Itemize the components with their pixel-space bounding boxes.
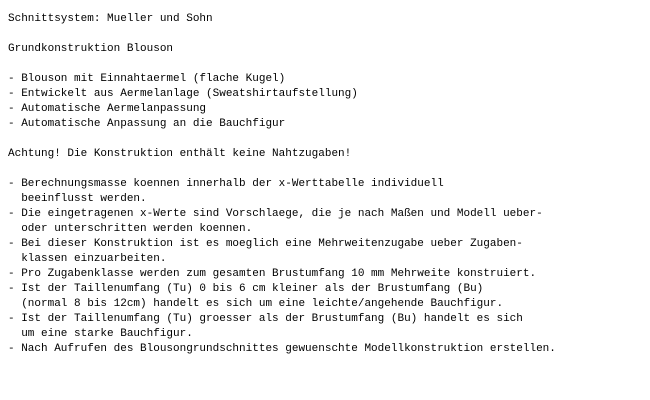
feature-list	[8, 72, 644, 132]
note-line: beeinflusst werden.	[8, 193, 147, 205]
feature-item: - Blouson mit Einnahtaermel (flache Kugel)	[8, 73, 286, 85]
note-line: - Pro Zugabenklasse werden zum gesamten Brustumfang 10 mm Mehrweite konstruiert.	[8, 268, 537, 280]
note-line: klassen einzuarbeiten.	[8, 253, 167, 265]
spacer	[8, 132, 644, 147]
notes-list	[8, 177, 644, 357]
spacer	[8, 27, 644, 42]
note-line: oder unterschritten werden koennen.	[8, 223, 253, 235]
note-line: - Ist der Taillenumfang (Tu) 0 bis 6 cm kleiner als der Brustumfang (Bu)	[8, 283, 484, 295]
note-line: - Nach Aufrufen des Blousongrundschnittes gewuenschte Modellkonstruktion erstellen.	[8, 343, 556, 355]
info-document	[8, 12, 644, 357]
note-line: (normal 8 bis 12cm) handelt es sich um eine leichte/angehende Bauchfigur.	[8, 298, 504, 310]
note-line: um eine starke Bauchfigur.	[8, 328, 193, 340]
feature-item: - Entwickelt aus Aermelanlage (Sweatshirtaufstellung)	[8, 88, 358, 100]
note-line: - Ist der Taillenumfang (Tu) groesser als der Brustumfang (Bu) handelt es sich	[8, 313, 523, 325]
spacer	[8, 162, 644, 177]
system-title: Schnittsystem: Mueller und Sohn	[8, 13, 213, 25]
note-line: - Bei dieser Konstruktion ist es moeglich eine Mehrweitenzugabe ueber Zugaben-	[8, 238, 523, 250]
spacer	[8, 57, 644, 72]
construction-title: Grundkonstruktion Blouson	[8, 43, 174, 55]
feature-item: - Automatische Aermelanpassung	[8, 103, 207, 115]
note-line: - Berechnungsmasse koennen innerhalb der x-Werttabelle individuell	[8, 178, 444, 190]
feature-item: - Automatische Anpassung an die Bauchfigur	[8, 118, 286, 130]
note-line: - Die eingetragenen x-Werte sind Vorschlaege, die je nach Maßen und Modell ueber-	[8, 208, 543, 220]
warning-text: Achtung! Die Konstruktion enthält keine Nahtzugaben!	[8, 148, 352, 160]
